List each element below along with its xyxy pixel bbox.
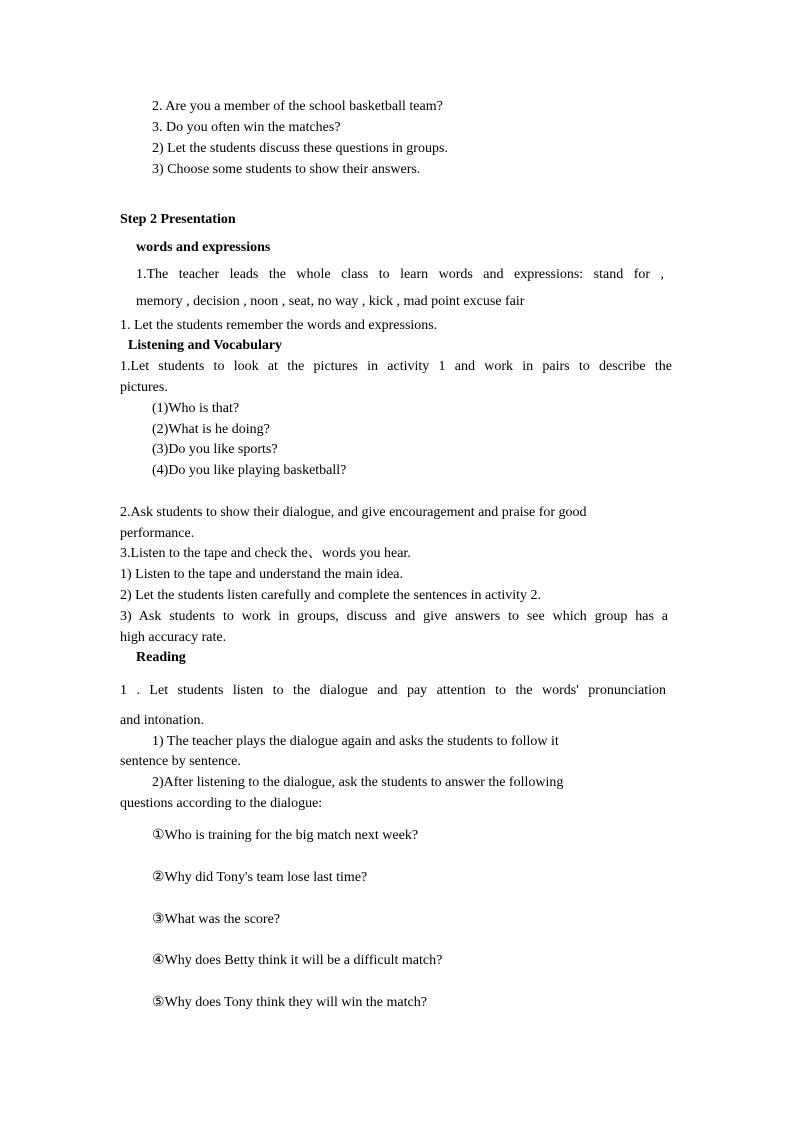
listening-item-2-cont: performance. bbox=[120, 526, 195, 541]
listening-item-3: 3.Listen to the tape and check the、words you hear. bbox=[120, 546, 411, 561]
warmup-question-3: 3. Do you often win the matches? bbox=[152, 120, 341, 135]
reading-step-2: 2)After listening to the dialogue, ask the students to answer the following bbox=[152, 775, 564, 790]
reading-step-2-cont: questions according to the dialogue: bbox=[120, 796, 323, 811]
listening-question-4: (4)Do you like playing basketball? bbox=[152, 463, 347, 478]
reading-step-1: 1) The teacher plays the dialogue again and asks the students to follow it bbox=[152, 734, 559, 749]
warmup-question-2: 2. Are you a member of the school basketball team? bbox=[152, 99, 443, 114]
listening-item-1: 1.Let students to look at the pictures in activity 1 and work in pairs to describe the bbox=[120, 359, 672, 374]
words-paragraph-line-2: memory , decision , noon , seat, no way , kick , mad point excuse fair bbox=[136, 294, 525, 309]
listening-step-1: 1) Listen to the tape and understand the main idea. bbox=[120, 567, 404, 582]
listening-item-1-cont: pictures. bbox=[120, 380, 168, 395]
listening-question-3: (3)Do you like sports? bbox=[152, 442, 278, 457]
reading-step-1-cont: sentence by sentence. bbox=[120, 754, 241, 769]
words-step-remember: 1. Let the students remember the words and expressions. bbox=[120, 318, 438, 333]
comprehension-question-1: ①Who is training for the big match next week? bbox=[152, 828, 419, 843]
listening-item-2: 2.Ask students to show their dialogue, and give encouragement and praise for good bbox=[120, 505, 587, 520]
reading-item-1: 1 . Let students listen to the dialogue and pay attention to the words' pronunciation bbox=[120, 683, 666, 698]
comprehension-question-5: ⑤Why does Tony think they will win the match? bbox=[152, 995, 427, 1010]
listening-question-1: (1)Who is that? bbox=[152, 401, 240, 416]
subheading-reading: Reading bbox=[136, 650, 186, 665]
section-heading-presentation: Step 2 Presentation bbox=[120, 212, 236, 227]
comprehension-question-2: ②Why did Tony's team lose last time? bbox=[152, 870, 368, 885]
words-paragraph-line-1: 1.The teacher leads the whole class to learn words and expressions: stand for , bbox=[136, 267, 664, 282]
warmup-step-3: 3) Choose some students to show their answers. bbox=[152, 162, 421, 177]
subheading-words-expressions: words and expressions bbox=[136, 240, 271, 255]
subheading-listening-vocabulary: Listening and Vocabulary bbox=[128, 338, 283, 353]
listening-step-2: 2) Let the students listen carefully and complete the sentences in activity 2. bbox=[120, 588, 542, 603]
listening-question-2: (2)What is he doing? bbox=[152, 422, 270, 437]
listening-step-3: 3) Ask students to work in groups, discuss and give answers to see which group has a bbox=[120, 609, 668, 624]
warmup-step-2: 2) Let the students discuss these questions in groups. bbox=[152, 141, 448, 156]
reading-item-1-cont: and intonation. bbox=[120, 713, 204, 728]
listening-step-3-cont: high accuracy rate. bbox=[120, 630, 227, 645]
comprehension-question-3: ③What was the score? bbox=[152, 912, 280, 927]
comprehension-question-4: ④Why does Betty think it will be a difficult match? bbox=[152, 953, 443, 968]
